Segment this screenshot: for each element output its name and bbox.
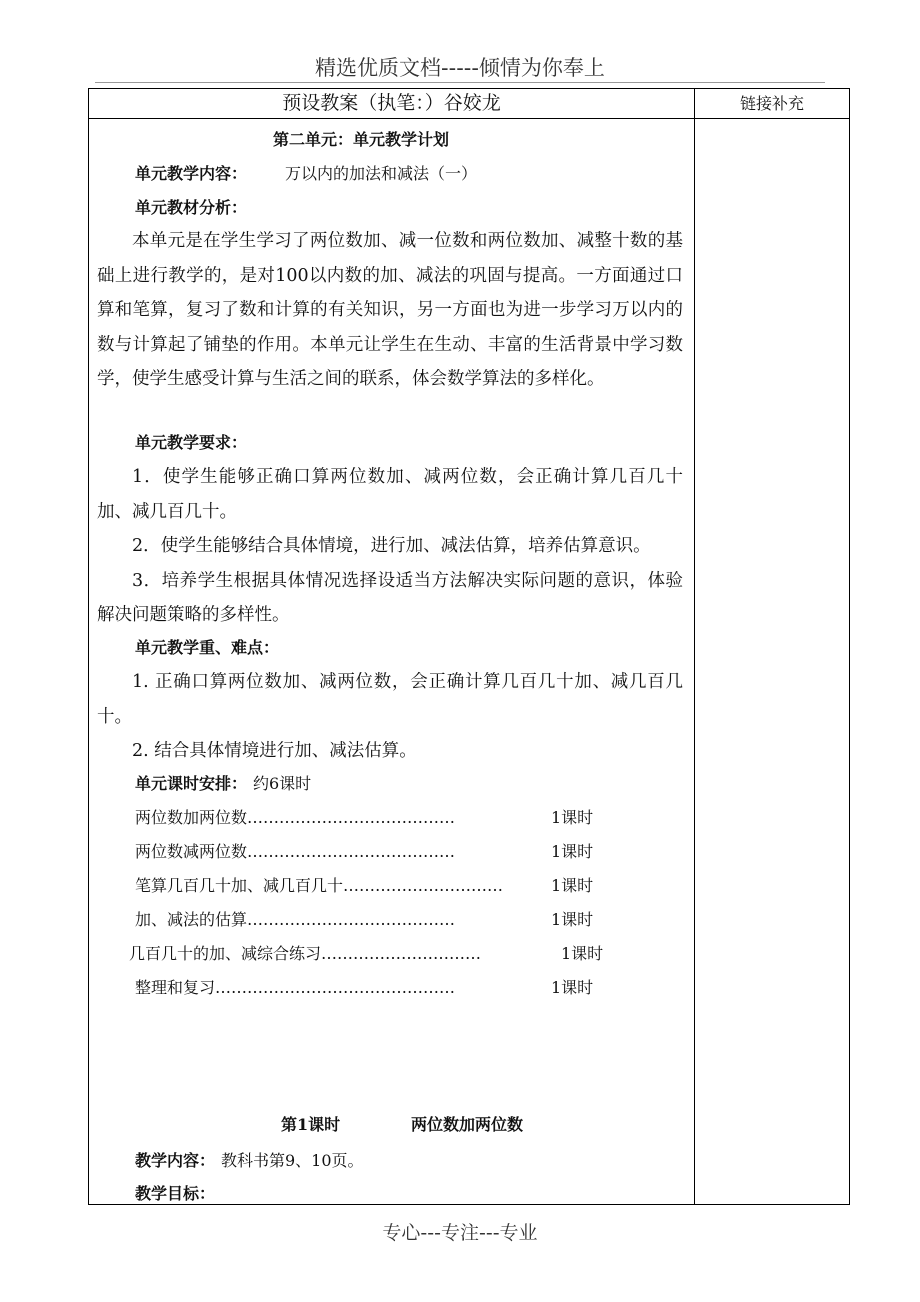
header-row-divider: [89, 118, 849, 119]
unit-key-points-list: [97, 665, 683, 769]
schedule-row: [135, 977, 455, 999]
schedule-hours: 1课时: [551, 808, 594, 827]
schedule-hours: 1课时: [551, 876, 594, 895]
schedule-dots: …………………………: [321, 944, 482, 963]
schedule-row: [135, 841, 455, 863]
column-divider: [694, 89, 695, 1204]
schedule-item: 两位数减两位数: [135, 842, 248, 861]
table-header-main: 预设教案（执笔：）谷姣龙: [282, 92, 501, 114]
schedule-dots: …………………………………: [247, 910, 456, 929]
lesson-goals-label: 教学目标：: [135, 1184, 216, 1203]
schedule-row: [135, 909, 455, 931]
schedule-hours: 1课时: [551, 910, 594, 929]
schedule-row: [135, 875, 503, 897]
requirement-item: 1．使学生能够正确口算两位数加、减两位数，会正确计算几百几十加、减几百几十。: [97, 467, 683, 522]
key-point-item: 1. 正确口算两位数加、减两位数，会正确计算几百几十加、减几百几十。: [97, 672, 683, 727]
schedule-item: 几百几十的加、减综合练习: [129, 944, 322, 963]
unit-content-value: 万以内的加法和减法（一）: [285, 164, 478, 183]
lesson-title: 两位数加两位数: [411, 1115, 524, 1134]
schedule-item: 整理和复习: [135, 978, 216, 997]
schedule-row: [135, 807, 455, 829]
unit-schedule-total: 约6课时: [253, 774, 312, 793]
unit-schedule-label: 单元课时安排：: [135, 774, 248, 793]
schedule-dots: …………………………………: [247, 842, 456, 861]
unit-requirements-label: 单元教学要求：: [135, 433, 248, 452]
schedule-row: [129, 943, 481, 965]
unit-analysis-label: 单元教材分析：: [135, 198, 248, 217]
unit-requirements-list: [97, 460, 683, 633]
lesson-content-label: 教学内容：: [135, 1151, 216, 1170]
header-rule: [95, 82, 825, 83]
table-header-side: 链接补充: [739, 94, 804, 113]
schedule-dots: …………………………: [343, 876, 504, 895]
schedule-hours: 1课时: [551, 842, 594, 861]
schedule-item: 笔算几百几十加、减几百几十: [135, 876, 344, 895]
schedule-dots: …………………………………: [247, 808, 456, 827]
page-footer: 专心---专注---专业: [382, 1222, 538, 1244]
unit-content-label: 单元教学内容：: [135, 164, 248, 183]
requirement-item: 2．使学生能够结合具体情境，进行加、减法估算，培养估算意识。: [132, 536, 651, 556]
schedule-hours: 1课时: [561, 944, 604, 963]
unit-key-points-label: 单元教学重、难点：: [135, 638, 280, 657]
page-header: 精选优质文档-----倾情为你奉上: [315, 56, 605, 80]
lesson-number: 第1课时: [281, 1115, 341, 1134]
requirement-item: 3．培养学生根据具体情况选择设适当方法解决实际问题的意识，体验解决问题策略的多样性。: [97, 570, 683, 625]
lesson-plan-table: [88, 88, 850, 1205]
schedule-item: 加、减法的估算: [135, 910, 248, 929]
unit-analysis-text: 本单元是在学生学习了两位数加、减一位数和两位数加、减整十数的基础上进行教学的，是对100以内数的加、减法的巩固与提高。一方面通过口算和笔算，复习了数和计算的有关知识，另一方面也为进一步学习万以内的数与计算起了铺垫的作用。本单元让学生在生动、丰富的生活背景中学习数学，使学生感受计算与生活之间的联系，体会数学算法的多样化。: [97, 231, 683, 389]
key-point-item: 2. 结合具体情境进行加、减法估算。: [132, 741, 417, 761]
schedule-item: 两位数加两位数: [135, 808, 248, 827]
unit-title: 第二单元：单元教学计划: [273, 130, 450, 149]
lesson-content-value: 教科书第9、10页。: [221, 1151, 364, 1170]
schedule-dots: ………………………………………: [215, 978, 456, 997]
schedule-hours: 1课时: [551, 978, 594, 997]
